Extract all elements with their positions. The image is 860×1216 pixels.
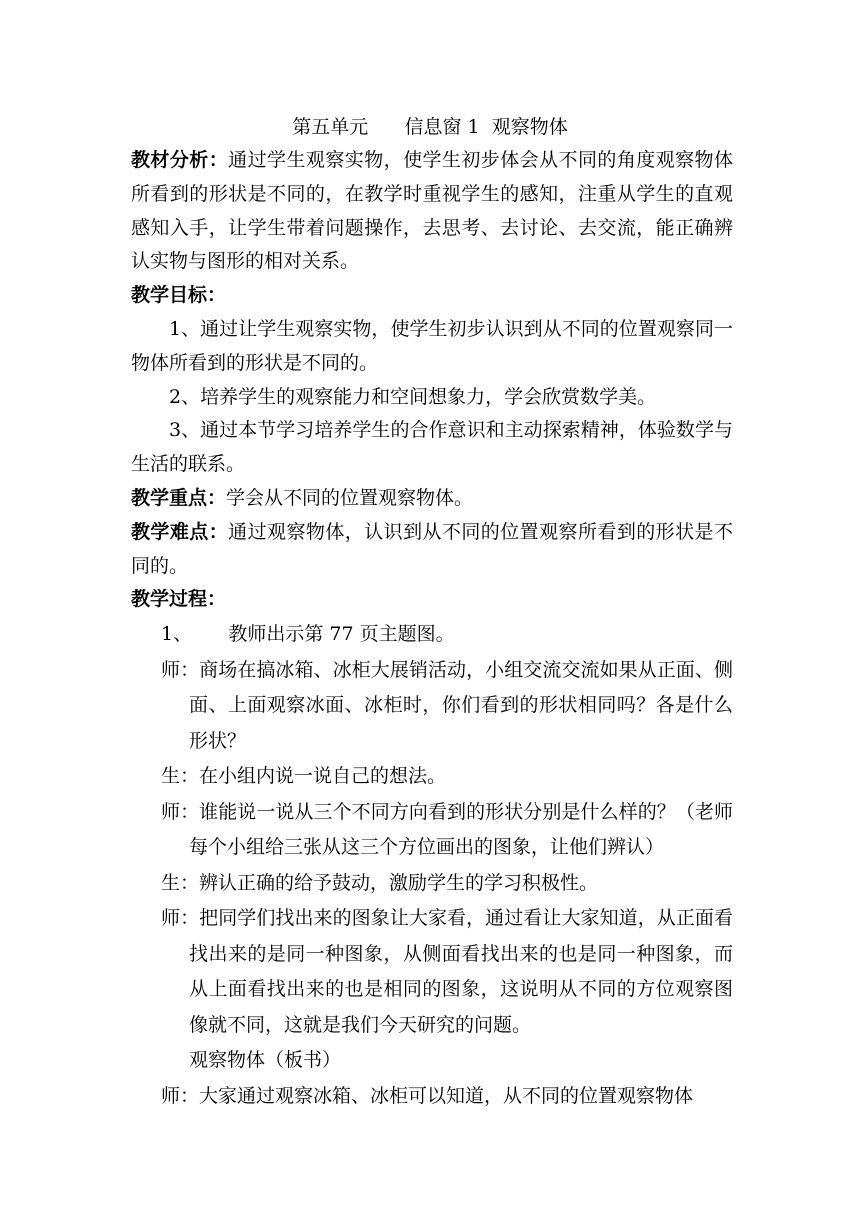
- goal-item-3: 3、通过本节学习培养学生的合作意识和主动探索精神，体验数学与生活的联系。: [131, 419, 733, 476]
- dialogue-line-1: 师：商场在搞冰箱、冰柜大展销活动，小组交流交流如果从正面、侧面、上面观察冰面、冰柜时，你们看到的形状相同吗？各是什么形状？: [161, 658, 733, 752]
- dialogue-line-3: 师：谁能说一说从三个不同方向看到的形状分别是什么样的？（老师每个小组给三张从这三个方位画出的图象，让他们辨认）: [161, 800, 733, 859]
- dialogue-line-2: 生：在小组内说一说自己的想法。: [161, 765, 447, 788]
- key-point-text: 学会从不同的位置观察物体。: [226, 486, 474, 509]
- dialogue-line-5: 师：把同学们找出来的图象让大家看，通过看让大家知道，从正面看找出来的是同一种图象，从侧面看找出来的也是同一种图象，而从上面看找出来的也是相同的图象，这说明从不同的方位观察图像就不同，这就是我们今天研究的问题。: [161, 907, 733, 1036]
- difficulty-text: 通过观察物体，认识到从不同的位置观察所看到的形状是不同的。: [131, 520, 733, 577]
- analysis-text: 通过学生观察实物，使学生初步体会从不同的角度观察物体所看到的形状是不同的，在教学时重视学生的感知，注重从学生的直观感知入手，让学生带着问题操作，去思考、去讨论、去交流，能正确辨认实物与图形的相对关系。: [131, 149, 733, 273]
- dialogue-line-6: 师：大家通过观察冰箱、冰柜可以知道，从不同的位置观察物体: [161, 1084, 694, 1107]
- key-point-label: 教学重点：: [131, 486, 227, 509]
- goal-item-1: 1、通过让学生观察实物，使学生初步认识到从不同的位置观察同一物体所看到的形状是不同的。: [131, 317, 733, 374]
- dialogue-line-4: 生：辨认正确的给予鼓动，激励学生的学习积极性。: [161, 871, 599, 894]
- document-body: [131, 144, 733, 1114]
- key-point-paragraph: [131, 482, 733, 516]
- analysis-paragraph: [131, 144, 733, 279]
- analysis-label: 教材分析：: [131, 149, 229, 171]
- difficulty-label: 教学难点：: [131, 520, 229, 543]
- process-step-1: 1、 教师出示第 77 页主题图。: [161, 623, 455, 646]
- difficulty-paragraph: [131, 516, 733, 584]
- process-heading: 教学过程：: [131, 588, 227, 611]
- goals-heading: 教学目标：: [131, 284, 227, 307]
- goal-item-2: 2、培养学生的观察能力和空间想象力，学会欣赏数学美。: [169, 385, 657, 408]
- board-note: 观察物体（板书）: [189, 1049, 342, 1072]
- document-title: 第五单元 信息窗 1 观察物体: [292, 116, 568, 138]
